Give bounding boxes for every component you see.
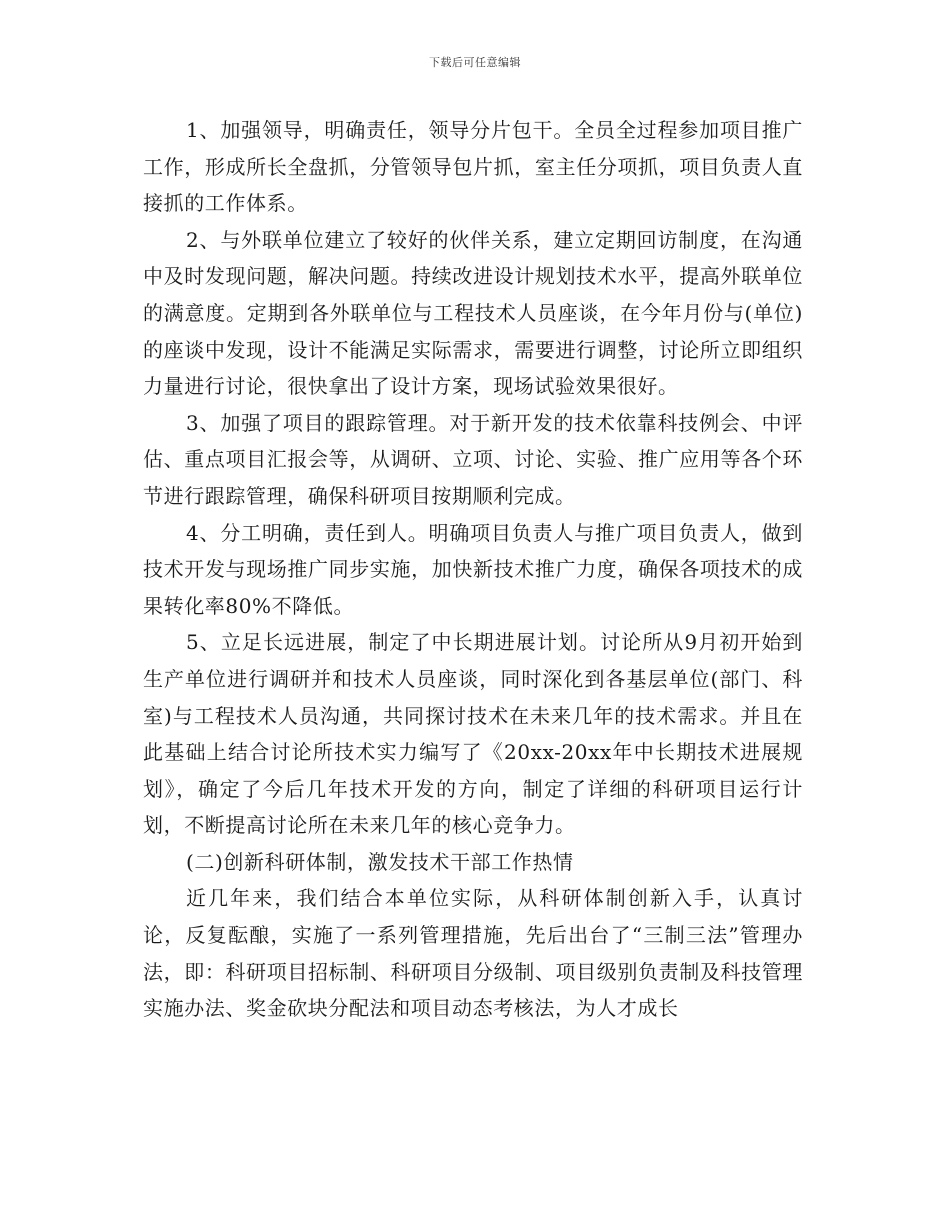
paragraph-3: 3、加强了项目的跟踪管理。对于新开发的技术依靠科技例会、中评估、重点项目汇报会等，从调研、立项、讨论、实验、推广应用等各个环节进行跟踪管理，确保科研项目按期顺利完成。 <box>143 410 803 508</box>
section-heading: (二)创新科研体制，激发技术干部工作热情 <box>186 849 574 874</box>
paragraph-2: 2、与外联单位建立了较好的伙伴关系，建立定期回访制度，在沟通中及时发现问题，解决问题。持续改进设计规划技术水平，提高外联单位的满意度。定期到各外联单位与工程技术人员座谈，在今年月份与(单位)的座谈中发现，设计不能满足实际需求，需要进行调整，讨论所立即组织力量进行讨论，很快拿出了设计方案，现场试验效果很好。 <box>143 227 803 399</box>
paragraph-4: 4、分工明确，责任到人。明确项目负责人与推广项目负责人，做到技术开发与现场推广同步实施，加快新技术推广力度，确保各项技术的成果转化率80%不降低。 <box>143 520 803 618</box>
page-header: 下载后可任意编辑 <box>429 56 521 69</box>
paragraph-6: 近几年来，我们结合本单位实际，从科研体制创新入手，认真讨论，反复酝酿，实施了一系列管理措施，先后出台了“三制三法”管理办法，即：科研项目招标制、科研项目分级制、项目级别负责制及科技管理实施办法、奖金砍块分配法和项目动态考核法，为人才成长 <box>143 886 803 1021</box>
paragraph-5: 5、立足长远进展，制定了中长期进展计划。讨论所从9月初开始到生产单位进行调研并和技术人员座谈，同时深化到各基层单位(部门、科室)与工程技术人员沟通，共同探讨技术在未来几年的技术需求。并且在此基础上结合讨论所技术实力编写了《20xx-20xx年中长期技术进展规划》，确定了今后几年技术开发的方向，制定了详细的科研项目运行计划，不断提高讨论所在未来几年的核心竞争力。 <box>143 630 803 838</box>
paragraph-1: 1、加强领导，明确责任，领导分片包干。全员全过程参加项目推广工作，形成所长全盘抓，分管领导包片抓，室主任分项抓，项目负责人直接抓的工作体系。 <box>143 118 803 216</box>
document-body <box>143 112 803 1027</box>
